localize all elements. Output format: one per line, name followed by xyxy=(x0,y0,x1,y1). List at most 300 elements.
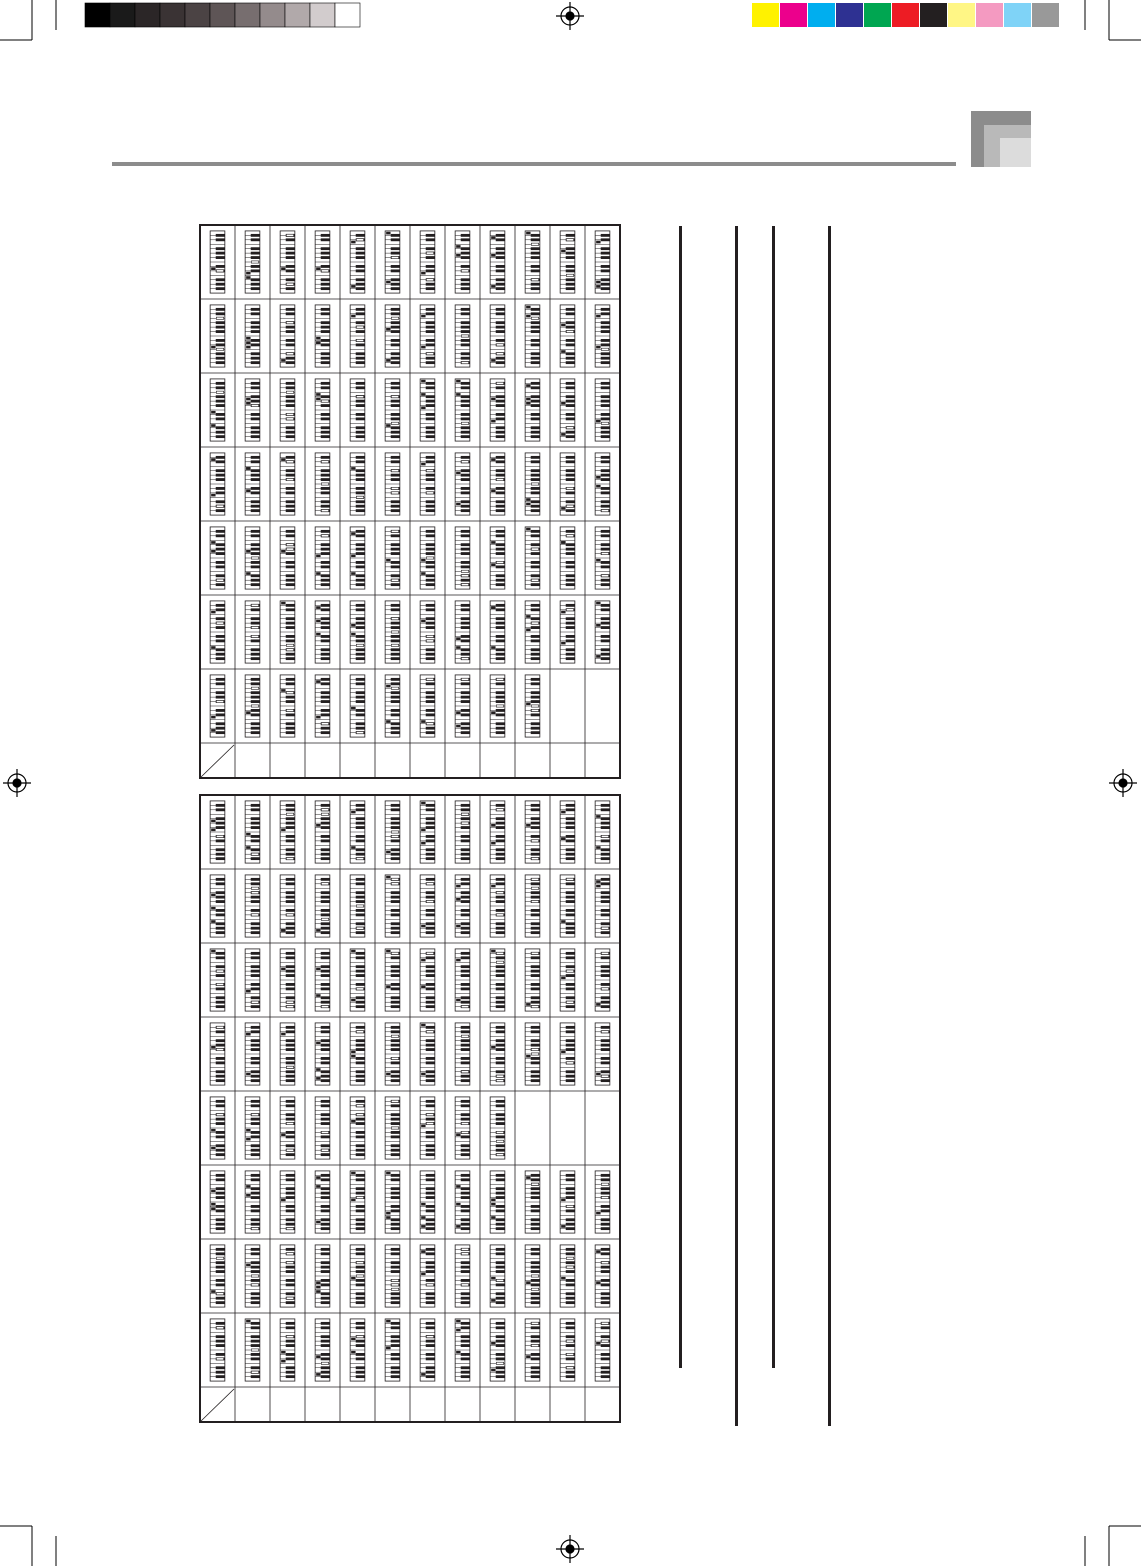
chord-keyboard-diagram xyxy=(245,801,260,863)
black-key xyxy=(391,1131,400,1134)
black-key xyxy=(321,1227,330,1230)
black-key xyxy=(391,326,400,329)
pressed-key-marker xyxy=(421,842,425,845)
chord-keyboard-diagram xyxy=(350,1097,365,1159)
black-key xyxy=(251,1266,260,1269)
pressed-key-marker xyxy=(281,1133,285,1136)
black-key xyxy=(426,312,435,315)
black-key xyxy=(496,456,505,459)
pressed-key-marker xyxy=(426,252,433,254)
black-key xyxy=(251,1248,260,1251)
black-key xyxy=(216,1283,225,1286)
black-key xyxy=(566,1227,575,1230)
black-key xyxy=(426,1075,435,1078)
black-key xyxy=(531,1292,540,1295)
black-key xyxy=(216,722,225,725)
black-key xyxy=(356,909,365,912)
black-key xyxy=(566,1079,575,1082)
black-key xyxy=(286,1075,295,1078)
black-key xyxy=(356,234,365,237)
black-key xyxy=(321,900,330,903)
black-key xyxy=(531,822,540,825)
pressed-key-marker xyxy=(246,467,250,470)
black-key xyxy=(321,238,330,241)
black-key xyxy=(531,639,540,642)
black-key xyxy=(531,653,540,656)
black-key xyxy=(566,639,575,642)
pressed-key-marker xyxy=(216,970,223,972)
black-key xyxy=(356,1135,365,1138)
black-key xyxy=(356,247,365,250)
black-key xyxy=(251,731,260,734)
chord-keyboard-diagram xyxy=(280,801,295,863)
pressed-key-marker xyxy=(356,339,363,341)
black-key xyxy=(531,413,540,416)
gray-swatch xyxy=(110,3,135,27)
black-key xyxy=(391,1048,400,1051)
black-key xyxy=(426,1178,435,1181)
black-key xyxy=(321,1122,330,1125)
black-key xyxy=(601,382,610,385)
black-key xyxy=(356,1205,365,1208)
black-key xyxy=(461,931,470,934)
black-key xyxy=(356,678,365,681)
black-key xyxy=(251,1061,260,1064)
black-key xyxy=(321,265,330,268)
chord-keyboard-diagram xyxy=(385,601,400,663)
pressed-key-marker xyxy=(566,609,573,611)
pressed-key-marker xyxy=(596,1003,600,1006)
black-key xyxy=(601,1248,610,1251)
black-key xyxy=(356,639,365,642)
black-key xyxy=(531,1070,540,1073)
black-key xyxy=(566,1187,575,1190)
black-key xyxy=(216,395,225,398)
pressed-key-marker xyxy=(211,611,215,614)
black-key xyxy=(216,727,225,730)
black-key xyxy=(356,561,365,564)
black-key xyxy=(601,817,610,820)
pressed-key-marker xyxy=(386,1216,390,1219)
chord-keyboard-diagram xyxy=(350,1171,365,1233)
black-key xyxy=(461,500,470,503)
pressed-key-marker xyxy=(596,815,600,818)
black-key xyxy=(251,543,260,546)
black-key xyxy=(566,256,575,259)
pressed-key-marker xyxy=(356,1336,363,1338)
black-key xyxy=(461,426,470,429)
black-key xyxy=(426,657,435,660)
black-key xyxy=(496,974,505,977)
black-key xyxy=(391,1122,400,1125)
pressed-key-marker xyxy=(461,362,468,364)
black-key xyxy=(356,878,365,881)
black-key xyxy=(566,1223,575,1226)
pressed-key-marker xyxy=(216,1327,223,1329)
pressed-key-marker xyxy=(386,232,390,235)
black-key xyxy=(251,1223,260,1226)
black-key xyxy=(531,386,540,389)
black-key xyxy=(531,487,540,490)
black-key xyxy=(531,321,540,324)
black-key xyxy=(251,974,260,977)
black-key xyxy=(426,608,435,611)
black-key xyxy=(426,808,435,811)
black-key xyxy=(531,431,540,434)
black-key xyxy=(251,234,260,237)
black-key xyxy=(356,956,365,959)
black-key xyxy=(251,722,260,725)
black-key xyxy=(566,361,575,364)
black-key xyxy=(426,857,435,860)
chord-keyboard-diagram xyxy=(315,1097,330,1159)
black-key xyxy=(531,1075,540,1078)
black-key xyxy=(286,956,295,959)
black-key xyxy=(601,996,610,999)
black-key xyxy=(566,983,575,986)
pressed-key-marker xyxy=(461,813,468,815)
black-key xyxy=(216,731,225,734)
black-key xyxy=(531,678,540,681)
black-key xyxy=(531,808,540,811)
black-key xyxy=(356,435,365,438)
black-key xyxy=(426,339,435,342)
black-key xyxy=(321,1340,330,1343)
black-key xyxy=(426,543,435,546)
black-key xyxy=(426,321,435,324)
black-key xyxy=(321,352,330,355)
black-key xyxy=(531,635,540,638)
black-key xyxy=(356,853,365,856)
black-key xyxy=(356,583,365,586)
black-key xyxy=(496,722,505,725)
black-key xyxy=(461,404,470,407)
black-key xyxy=(391,534,400,537)
black-key xyxy=(601,1223,610,1226)
pressed-key-marker xyxy=(386,281,390,284)
black-key xyxy=(426,839,435,842)
black-key xyxy=(391,330,400,333)
chord-keyboard-diagram xyxy=(455,601,470,663)
chord-keyboard-diagram xyxy=(245,231,260,293)
chord-keyboard-diagram xyxy=(210,949,225,1011)
black-key xyxy=(426,1057,435,1060)
pressed-key-marker xyxy=(426,1336,433,1338)
black-key xyxy=(531,1223,540,1226)
black-key xyxy=(496,882,505,885)
black-key xyxy=(216,822,225,825)
black-key xyxy=(321,565,330,568)
black-key xyxy=(391,1248,400,1251)
gray-swatch xyxy=(135,3,160,27)
black-key xyxy=(531,574,540,577)
black-key xyxy=(321,1209,330,1212)
black-key xyxy=(601,1039,610,1042)
black-key xyxy=(426,500,435,503)
black-key xyxy=(251,534,260,537)
black-key xyxy=(391,713,400,716)
black-key xyxy=(321,848,330,851)
pressed-key-marker xyxy=(526,824,530,827)
pressed-key-marker xyxy=(491,420,495,423)
black-key xyxy=(496,927,505,930)
chord-keyboard-diagram xyxy=(315,801,330,863)
pressed-key-marker xyxy=(596,624,600,627)
pressed-key-marker xyxy=(216,700,223,702)
black-key xyxy=(531,534,540,537)
black-key xyxy=(461,817,470,820)
black-key xyxy=(566,965,575,968)
black-key xyxy=(216,1005,225,1008)
black-key xyxy=(391,357,400,360)
black-key xyxy=(461,1344,470,1347)
chord-keyboard-diagram xyxy=(385,305,400,367)
chord-keyboard-diagram xyxy=(280,601,295,663)
chord-keyboard-diagram xyxy=(595,1023,610,1085)
pressed-key-marker xyxy=(286,413,293,415)
black-key xyxy=(496,1100,505,1103)
black-key xyxy=(286,382,295,385)
black-key xyxy=(356,505,365,508)
black-key xyxy=(321,996,330,999)
pressed-key-marker xyxy=(216,1358,223,1360)
pressed-key-marker xyxy=(496,382,503,384)
black-key xyxy=(251,1261,260,1264)
black-key xyxy=(321,1104,330,1107)
pressed-key-marker xyxy=(491,563,495,566)
chord-keyboard-diagram xyxy=(560,1245,575,1307)
black-key xyxy=(566,530,575,533)
black-key xyxy=(216,287,225,290)
black-key xyxy=(496,543,505,546)
black-key xyxy=(251,1039,260,1042)
black-key xyxy=(356,574,365,577)
black-key xyxy=(391,1075,400,1078)
black-key xyxy=(286,431,295,434)
black-key xyxy=(496,626,505,629)
black-key xyxy=(216,1187,225,1190)
pressed-key-marker xyxy=(316,680,320,683)
pressed-key-marker xyxy=(316,572,320,575)
black-key xyxy=(531,1335,540,1338)
black-key xyxy=(566,574,575,577)
black-key xyxy=(216,361,225,364)
black-key xyxy=(216,565,225,568)
black-key xyxy=(286,974,295,977)
black-key xyxy=(461,530,470,533)
chord-keyboard-diagram xyxy=(315,231,330,293)
black-key xyxy=(356,1270,365,1273)
chord-keyboard-diagram xyxy=(245,1023,260,1085)
black-key xyxy=(461,579,470,582)
pressed-key-marker xyxy=(601,1322,608,1324)
black-key xyxy=(531,1366,540,1369)
black-key xyxy=(601,469,610,472)
pressed-key-marker xyxy=(496,1080,503,1082)
black-key xyxy=(391,1223,400,1226)
gray-swatch xyxy=(335,3,360,27)
black-key xyxy=(356,1227,365,1230)
black-key xyxy=(426,1227,435,1230)
black-key xyxy=(321,626,330,629)
pressed-key-marker xyxy=(596,655,600,658)
black-key xyxy=(286,256,295,259)
black-key xyxy=(566,1283,575,1286)
black-key xyxy=(426,283,435,286)
pressed-key-marker xyxy=(316,341,320,344)
black-key xyxy=(601,505,610,508)
black-key xyxy=(321,1153,330,1156)
chord-keyboard-diagram xyxy=(315,527,330,589)
black-key xyxy=(286,574,295,577)
pressed-key-marker xyxy=(456,1185,460,1188)
black-key xyxy=(601,269,610,272)
black-key xyxy=(356,456,365,459)
black-key xyxy=(216,691,225,694)
black-key xyxy=(356,983,365,986)
black-key xyxy=(356,361,365,364)
chord-keyboard-diagram xyxy=(420,379,435,441)
black-key xyxy=(321,1223,330,1226)
pressed-key-marker xyxy=(421,1272,425,1275)
black-key xyxy=(426,386,435,389)
black-key xyxy=(601,308,610,311)
black-key xyxy=(566,509,575,512)
black-key xyxy=(461,608,470,611)
black-key xyxy=(601,1375,610,1378)
black-key xyxy=(356,608,365,611)
pressed-key-marker xyxy=(246,276,250,279)
black-key xyxy=(356,1187,365,1190)
black-key xyxy=(426,822,435,825)
chord-keyboard-diagram xyxy=(315,875,330,937)
black-key xyxy=(426,1340,435,1343)
black-key xyxy=(496,252,505,255)
pressed-key-marker xyxy=(426,557,433,559)
black-key xyxy=(251,1205,260,1208)
black-key xyxy=(426,1218,435,1221)
black-key xyxy=(216,1209,225,1212)
black-key xyxy=(531,1279,540,1282)
black-key xyxy=(356,343,365,346)
pressed-key-marker xyxy=(601,952,608,954)
black-key xyxy=(461,308,470,311)
pressed-key-marker xyxy=(246,1320,250,1323)
black-key xyxy=(286,1248,295,1251)
black-key xyxy=(461,234,470,237)
black-key xyxy=(286,1326,295,1329)
black-key xyxy=(356,1079,365,1082)
black-key xyxy=(321,1039,330,1042)
pressed-key-marker xyxy=(386,985,390,988)
pressed-key-marker xyxy=(351,467,355,470)
black-key xyxy=(496,822,505,825)
black-key xyxy=(461,808,470,811)
black-key xyxy=(391,1026,400,1029)
black-key xyxy=(286,1026,295,1029)
black-key xyxy=(321,1270,330,1273)
black-key xyxy=(216,1371,225,1374)
black-key xyxy=(461,252,470,255)
black-key xyxy=(461,265,470,268)
pressed-key-marker xyxy=(316,1185,320,1188)
pressed-key-marker xyxy=(211,950,215,953)
chord-keyboard-diagram xyxy=(315,305,330,367)
black-key xyxy=(426,691,435,694)
black-key xyxy=(286,269,295,272)
pressed-key-marker xyxy=(351,1050,355,1053)
black-key xyxy=(356,1209,365,1212)
pressed-key-marker xyxy=(526,1003,530,1006)
chord-keyboard-diagram xyxy=(350,801,365,863)
black-key xyxy=(321,343,330,346)
black-key xyxy=(286,713,295,716)
black-key xyxy=(601,491,610,494)
chord-keyboard-diagram xyxy=(525,1171,540,1233)
black-key xyxy=(426,460,435,463)
pressed-key-marker xyxy=(316,1355,320,1358)
black-key xyxy=(356,1252,365,1255)
black-key xyxy=(391,996,400,999)
black-key xyxy=(356,1057,365,1060)
black-key xyxy=(566,283,575,286)
black-key xyxy=(426,256,435,259)
chord-keyboard-diagram xyxy=(280,527,295,589)
black-key xyxy=(251,252,260,255)
pressed-key-marker xyxy=(561,541,565,544)
pressed-key-marker xyxy=(351,999,355,1002)
black-key xyxy=(391,426,400,429)
black-key xyxy=(251,1026,260,1029)
black-key xyxy=(531,382,540,385)
black-key xyxy=(286,308,295,311)
pressed-key-marker xyxy=(316,337,320,340)
pressed-key-marker xyxy=(526,232,530,235)
black-key xyxy=(251,1100,260,1103)
pressed-key-marker xyxy=(566,427,573,429)
black-key xyxy=(426,1353,435,1356)
pressed-key-marker xyxy=(286,322,293,324)
black-key xyxy=(286,731,295,734)
chord-keyboard-diagram xyxy=(210,1245,225,1307)
black-key xyxy=(391,635,400,638)
black-key xyxy=(251,1252,260,1255)
chord-keyboard-diagram xyxy=(350,305,365,367)
pressed-key-marker xyxy=(531,1344,538,1346)
black-key xyxy=(601,500,610,503)
black-key xyxy=(251,283,260,286)
black-key xyxy=(321,1322,330,1325)
black-key xyxy=(286,882,295,885)
pressed-key-marker xyxy=(211,1046,215,1049)
black-key xyxy=(531,1266,540,1269)
black-key xyxy=(461,543,470,546)
black-key xyxy=(566,435,575,438)
black-key xyxy=(601,896,610,899)
black-key xyxy=(391,234,400,237)
black-key xyxy=(566,234,575,237)
black-key xyxy=(531,682,540,685)
black-key xyxy=(601,1283,610,1286)
black-key xyxy=(216,1135,225,1138)
black-key xyxy=(496,970,505,973)
black-key xyxy=(531,252,540,255)
pressed-key-marker xyxy=(421,1225,425,1228)
pressed-key-marker xyxy=(526,498,530,501)
pressed-key-marker xyxy=(531,858,538,860)
black-key xyxy=(601,882,610,885)
black-key xyxy=(321,1187,330,1190)
